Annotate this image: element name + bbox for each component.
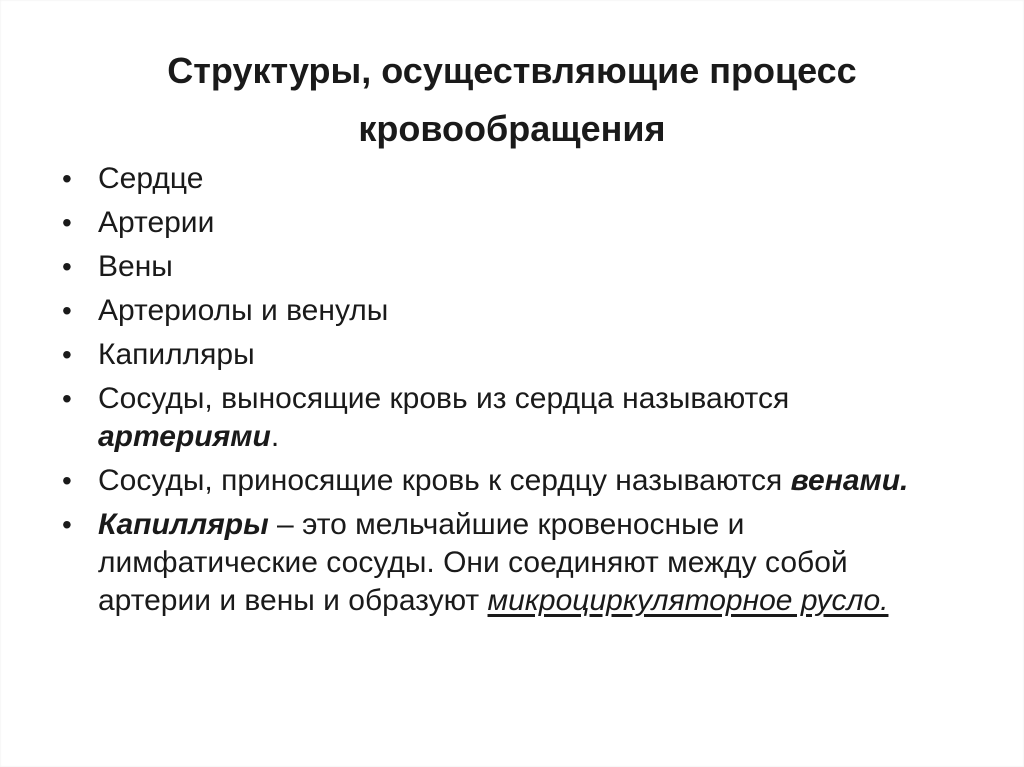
list-item-arteries-definition — [58, 380, 958, 456]
bullet-icon: • — [62, 339, 72, 370]
bullet-icon: • — [62, 509, 72, 540]
list-item-arterioles-venules — [58, 292, 958, 330]
definition-suffix: . — [270, 420, 280, 453]
bullet-icon: • — [62, 383, 72, 414]
list-item-text: Артериолы и венулы — [98, 294, 389, 327]
bullet-icon: • — [62, 295, 72, 326]
definition-text: – это мельчайшие кровеносные и лимфатические сосуды. Они соединяют между собой артерии и вены и образуют — [98, 508, 848, 617]
bullet-icon: • — [62, 251, 72, 282]
list-item-text: Сердце — [98, 162, 204, 195]
list-item-veins — [58, 248, 958, 286]
slide-title-line-2: кровообращения — [358, 108, 666, 149]
list-item-arteries — [58, 204, 958, 242]
slide-title-line-1: Структуры, осуществляющие процесс — [167, 50, 857, 91]
term-microcirculatory-bed: микроциркуляторное русло. — [487, 584, 889, 617]
list-item-heart — [58, 160, 958, 198]
term-veins: венами. — [790, 464, 909, 497]
term-arteries: артериями — [98, 420, 271, 453]
bullet-icon: • — [62, 465, 72, 496]
list-item-capillaries — [58, 336, 958, 374]
bullet-icon: • — [62, 163, 72, 194]
slide-title — [40, 42, 984, 158]
list-item-veins-definition — [58, 462, 958, 500]
definition-text: Сосуды, выносящие кровь из сердца называются — [98, 382, 790, 415]
term-capillaries: Капилляры — [98, 508, 269, 541]
content-bullet-list — [58, 160, 958, 626]
list-item-text: Вены — [98, 250, 173, 283]
list-item-capillaries-definition — [58, 506, 958, 620]
list-item-text: Капилляры — [98, 338, 255, 371]
list-item-text: Артерии — [98, 206, 215, 239]
bullet-icon: • — [62, 207, 72, 238]
definition-text: Сосуды, приносящие кровь к сердцу называются — [98, 464, 791, 497]
